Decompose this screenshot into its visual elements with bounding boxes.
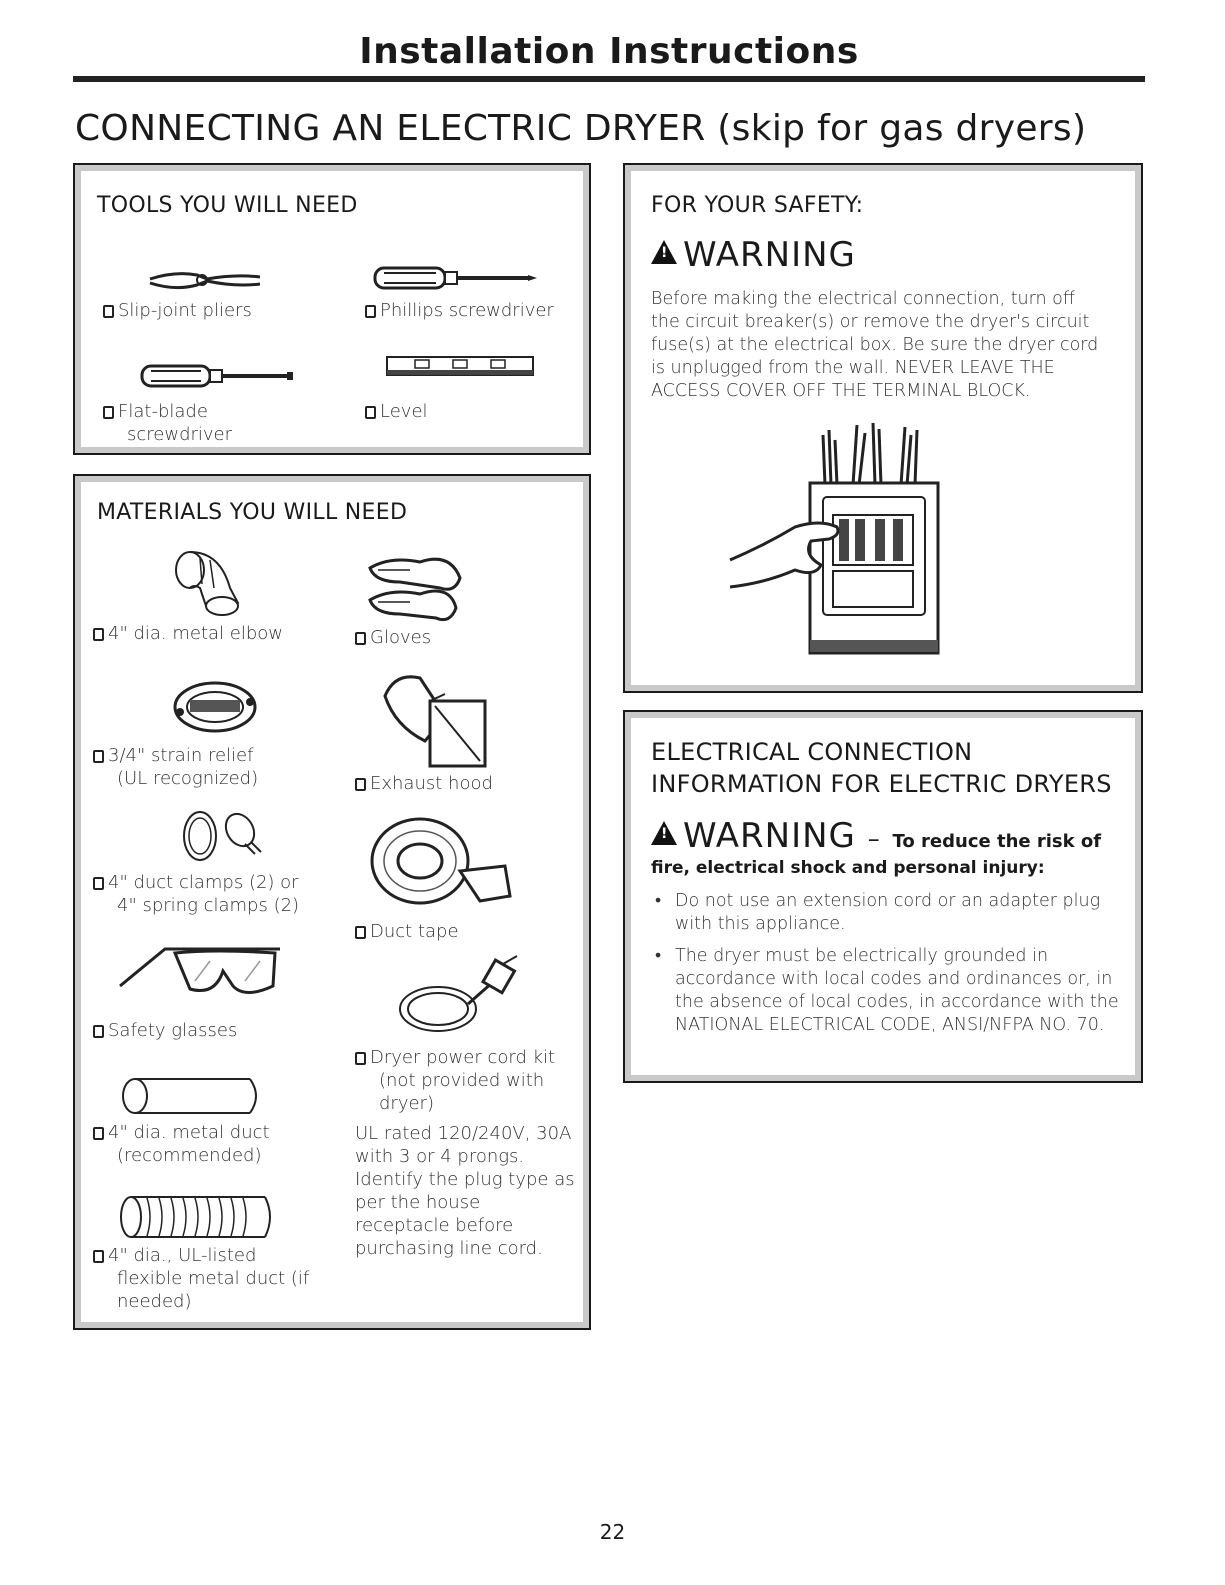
flexible-duct-illustration [117,1194,277,1240]
checkbox-icon [355,778,366,791]
flat-blade-screwdriver-illustration [137,361,297,391]
safety-glasses-illustration [115,941,290,1006]
checkbox-icon [93,1250,104,1263]
gloves-illustration [360,548,470,628]
checkbox-icon [93,1127,104,1140]
safety-warning-heading: ! WARNING [651,235,856,275]
metal-duct-illustration [115,1076,265,1116]
checkbox-icon [103,305,114,318]
exhaust-hood-illustration [375,666,500,776]
checkbox-icon [355,926,366,939]
material-metal-duct: 4" dia. metal duct (recommended) [93,1121,270,1167]
tool-flat-blade-screwdriver: Flat-blade screwdriver [103,400,232,446]
checkbox-icon [365,305,376,318]
materials-title: MATERIALS YOU WILL NEED [97,500,408,525]
tool-slip-joint-pliers: Slip-joint pliers [103,299,252,322]
safety-box [623,163,1143,693]
duct-clamps-illustration [175,808,265,868]
page-header-title: Installation Instructions [359,31,859,72]
material-gloves: Gloves [355,626,431,649]
electrical-warning-subline: fire, electrical shock and personal injury: [651,858,1045,878]
duct-tape-illustration [365,811,515,911]
checkbox-icon [355,1052,366,1065]
breaker-panel-illustration [725,415,965,655]
checkbox-icon [355,632,366,645]
phillips-screwdriver-illustration [370,263,540,293]
warning-triangle-icon: ! [651,821,677,845]
checkbox-icon [103,406,114,419]
electrical-bullets [651,890,1129,1046]
electrical-warning-heading: ! WARNING – To reduce the risk of [651,816,1101,856]
tools-title: TOOLS YOU WILL NEED [97,193,358,218]
tool-level: Level [365,400,428,423]
level-illustration [385,353,535,379]
power-cord-illustration [393,954,523,1039]
header-rule [73,76,1145,82]
checkbox-icon [93,1025,104,1038]
materials-box [73,474,591,1330]
material-metal-elbow: 4" dia. metal elbow [93,622,283,645]
electrical-title: ELECTRICAL CONNECTION INFORMATION FOR ELECTRIC DRYERS [651,738,1112,798]
safety-paragraph: Before making the electrical connection, turn off the circuit breaker(s) or remove the dryer's circuit fuse(s) at the electrical box. Be sure the dryer cord is unplugged from the wall. NEVER LEAVE THE ACCESS COVER OFF THE TERMINAL BLOCK. [651,289,1099,401]
material-duct-clamps: 4" duct clamps (2) or 4" spring clamps (2) [93,871,299,917]
warning-triangle-icon: ! [651,240,677,264]
electrical-box [623,710,1143,1083]
checkbox-icon [93,877,104,890]
material-safety-glasses: Safety glasses [93,1019,237,1042]
checkbox-icon [365,406,376,419]
material-duct-tape: Duct tape [355,920,459,943]
checkbox-icon [93,750,104,763]
checkbox-icon [93,628,104,641]
material-strain-relief: 3/4" strain relief (UL recognized) [93,744,258,790]
material-exhaust-hood: Exhaust hood [355,772,493,795]
tools-box [73,163,591,455]
material-flexible-duct: 4" dia., UL-listed flexible metal duct (if needed) [93,1244,309,1313]
tool-phillips-screwdriver: Phillips screwdriver [365,299,554,322]
pliers-illustration [145,265,265,295]
strain-relief-illustration [170,672,260,742]
material-dryer-power-cord-kit: Dryer power cord kit (not provided with dryer) [355,1046,555,1115]
page-number: 22 [599,1520,626,1544]
bullet-item: • The dryer must be electrically grounded in accordance with local codes and ordinances or, in the absence of local codes, in accordance with the NATIONAL ELECTRICAL CODE, ANSI/NFPA NO. 70. [651,945,1129,1037]
safety-title: FOR YOUR SAFETY: [651,193,864,218]
metal-elbow-illustration [170,548,250,618]
section-title: CONNECTING AN ELECTRIC DRYER (skip for gas dryers) [75,108,1087,149]
power-cord-note: UL rated 120/240V, 30A with 3 or 4 prongs. Identify the plug type as per the house receptacle before purchasing line cord. [355,1123,575,1259]
bullet-item: • Do not use an extension cord or an adapter plug with this appliance. [651,890,1129,936]
